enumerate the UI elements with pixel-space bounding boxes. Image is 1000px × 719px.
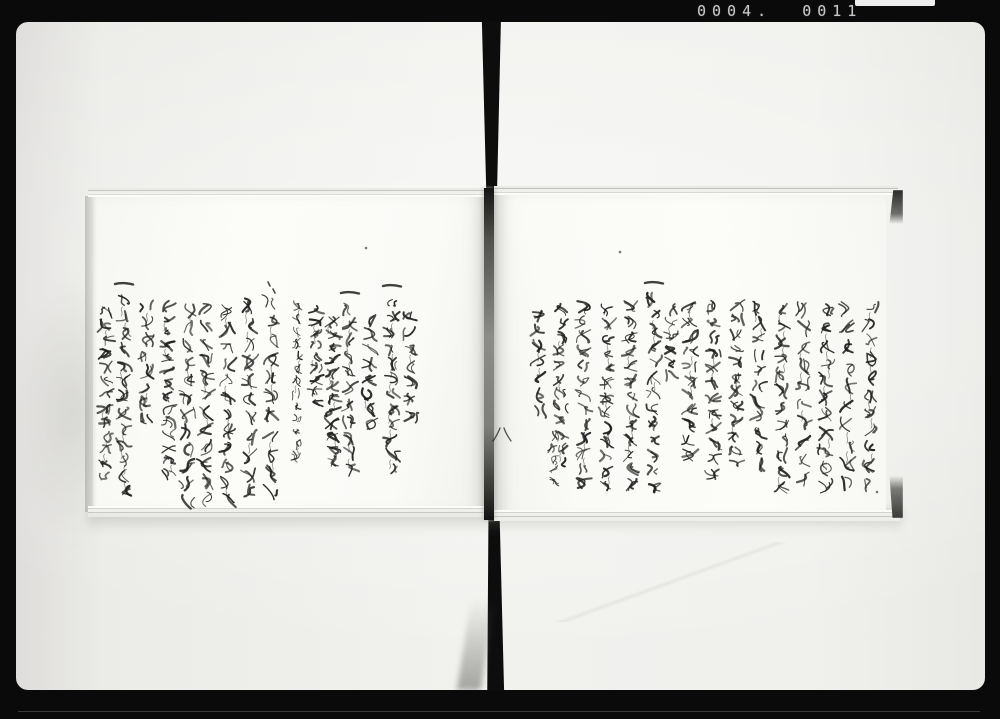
photo-area: [16, 22, 985, 690]
page-edge-top-right: [494, 186, 898, 195]
scan-artifact-line: [18, 711, 980, 712]
page-edge-bottom-right: [494, 510, 900, 521]
book-gutter: [484, 188, 494, 520]
page-edge-bottom-left: [88, 506, 486, 517]
page-edge-top-left: [88, 188, 486, 197]
backing-gap-top: [478, 22, 504, 194]
left-page: [93, 196, 486, 512]
right-page: [494, 194, 886, 518]
film-edge-tab: [855, 0, 935, 6]
page-edge-right-stack: [886, 190, 902, 520]
frame-counter: 0004. 0011: [697, 2, 863, 20]
left-page-edge-shadow: [85, 196, 97, 512]
backing-crease: [556, 542, 786, 622]
